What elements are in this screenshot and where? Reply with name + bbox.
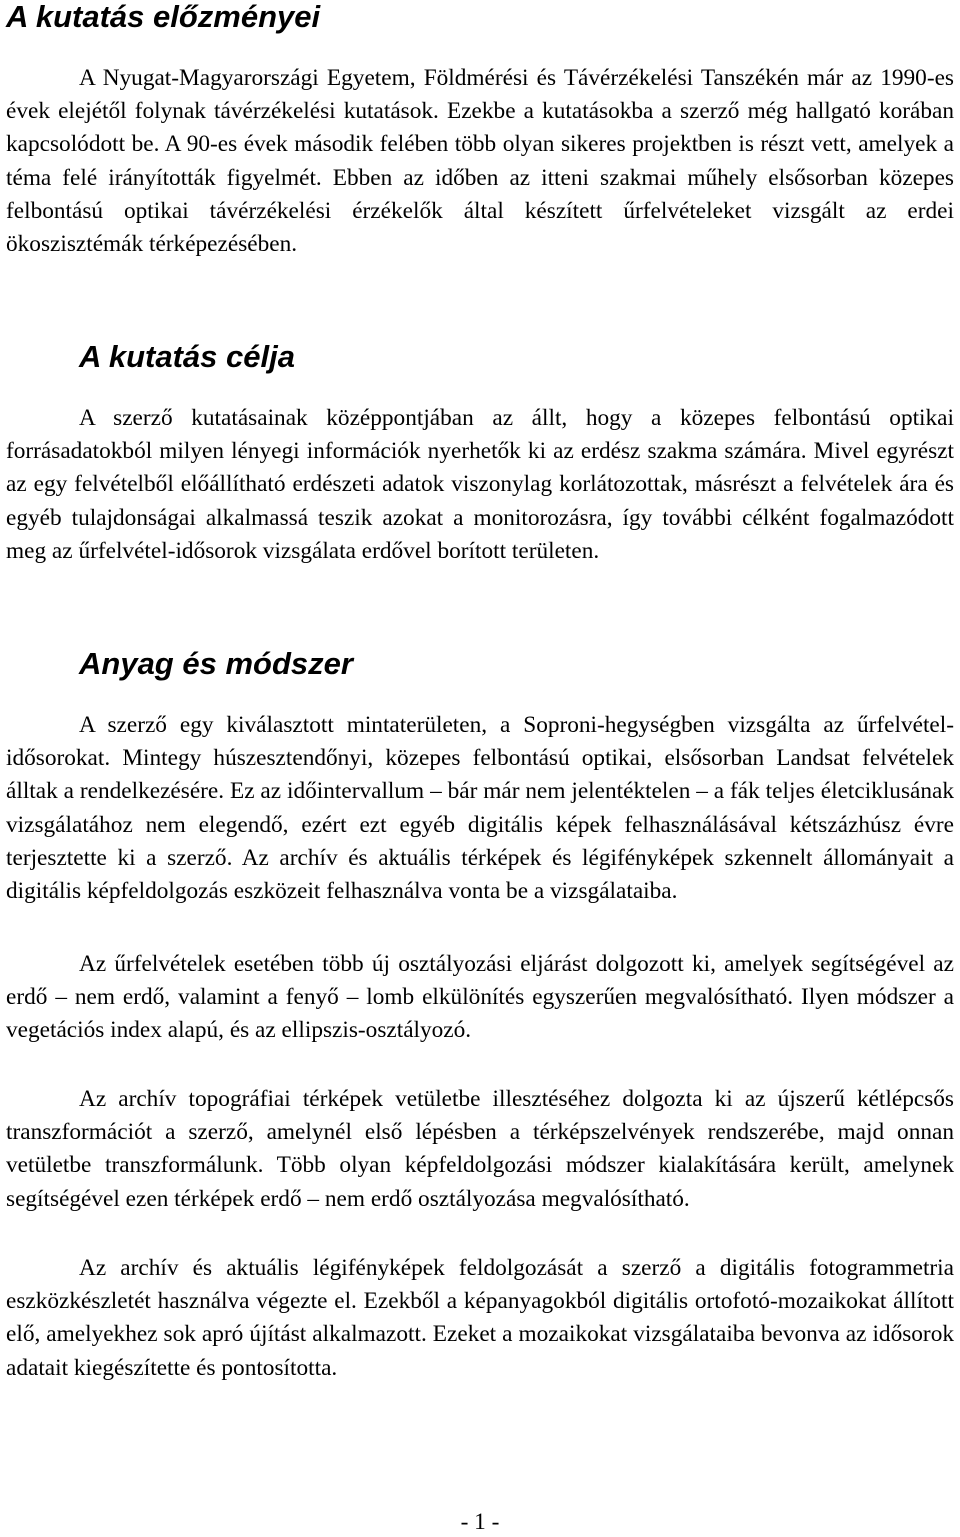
paragraph-celja: A szerző kutatásainak középpontjában az állt, hogy a közepes felbontású optikai forrásadatokból milyen lényegi információk nyerhetők ki az erdész szakma számára. Mivel egyrészt az egy felvételből előállítható erdészeti adatok viszonylag korlátozottak, másrészt a felvételek ára és egyéb tulajdonságai alkalmassá teszik azokat a monitorozásra, így további célként fogalmazódott meg az űrfelvétel-idősorok vizsgálata erdővel borított területen. — [6, 405, 954, 564]
paragraph-anyag-3: Az archív topográfiai térképek vetületbe illesztéséhez dolgozta ki az újszerű kétlépcsős transzformációt a szerző, amelynél első lépésben a térképszelvények rendszerébe, majd onnan vetületbe transzformálunk. Több olyan képfeldolgozási módszer kialakítására került, amelynek segítségével ezen térképek erdő – nem erdő osztályozása megvalósítható. — [6, 1086, 954, 1212]
paragraph-elozmenyek: A Nyugat-Magyarországi Egyetem, Földmérési és Távérzékelési Tanszékén már az 1990-es évek elejétől folynak távérzékelési kutatások. Ezekbe a kutatásokba a szerző még hallgató korában kapcsolódott be. A 90-es évek második felében több olyan sikeres projektben is részt vett, amelyek a téma felé irányították figyelmét. Ebben az időben az itteni szakmai műhely elsősorban közepes felbontású optikai távérzékelési érzékelők által készített űrfelvételeket vizsgált az erdei ökoszisztémák térképezésében. — [6, 65, 954, 258]
paragraph-anyag-2: Az űrfelvételek esetében több új osztályozási eljárást dolgozott ki, amelyek segítségével az erdő – nem erdő, valamint a fenyő – lomb elkülönítés egyszerűen megvalósítható. Ilyen módszer a vegetációs index alapú, és az ellipszis-osztályozó. — [6, 951, 954, 1044]
section-heading-anyag-modszer: Anyag és módszer — [79, 646, 353, 681]
paragraph-anyag-4: Az archív és aktuális légifényképek feldolgozását a szerző a digitális fotogrammetria eszközkészletét használva végezte el. Ezekből a képanyagokból digitális ortofotó-mozaikokat állított elő, amelyekhez sok apró újítást alkalmazott. Ezeket a mozaikokat vizsgálataiba bevonva az idősorok adatait kiegészítette és pontosította. — [6, 1255, 954, 1381]
section-heading-elozmenyek: A kutatás előzményei — [6, 0, 321, 34]
paragraph-anyag-1: A szerző egy kiválasztott mintaterületen, a Soproni-hegységben vizsgálta az űrfelvétel-idősorokat. Mintegy húszesztendőnyi, közepes felbontású optikai, elsősorban Landsat felvételek álltak a rendelkezésére. Ez az időintervallum – bár már nem jelentéktelen – a fák teljes életciklusának vizsgálatához nem elegendő, ezért ezt egyéb digitális képek felhasználásával kétszázhúsz évre terjesztette ki a szerző. Az archív és aktuális térképek és légifényképek szkennelt állományait a digitális képfeldolgozás eszközeit felhasználva vonta be a vizsgálataiba. — [6, 712, 954, 905]
page-number: - 1 - — [460, 1509, 500, 1535]
section-heading-celja: A kutatás célja — [79, 339, 295, 374]
